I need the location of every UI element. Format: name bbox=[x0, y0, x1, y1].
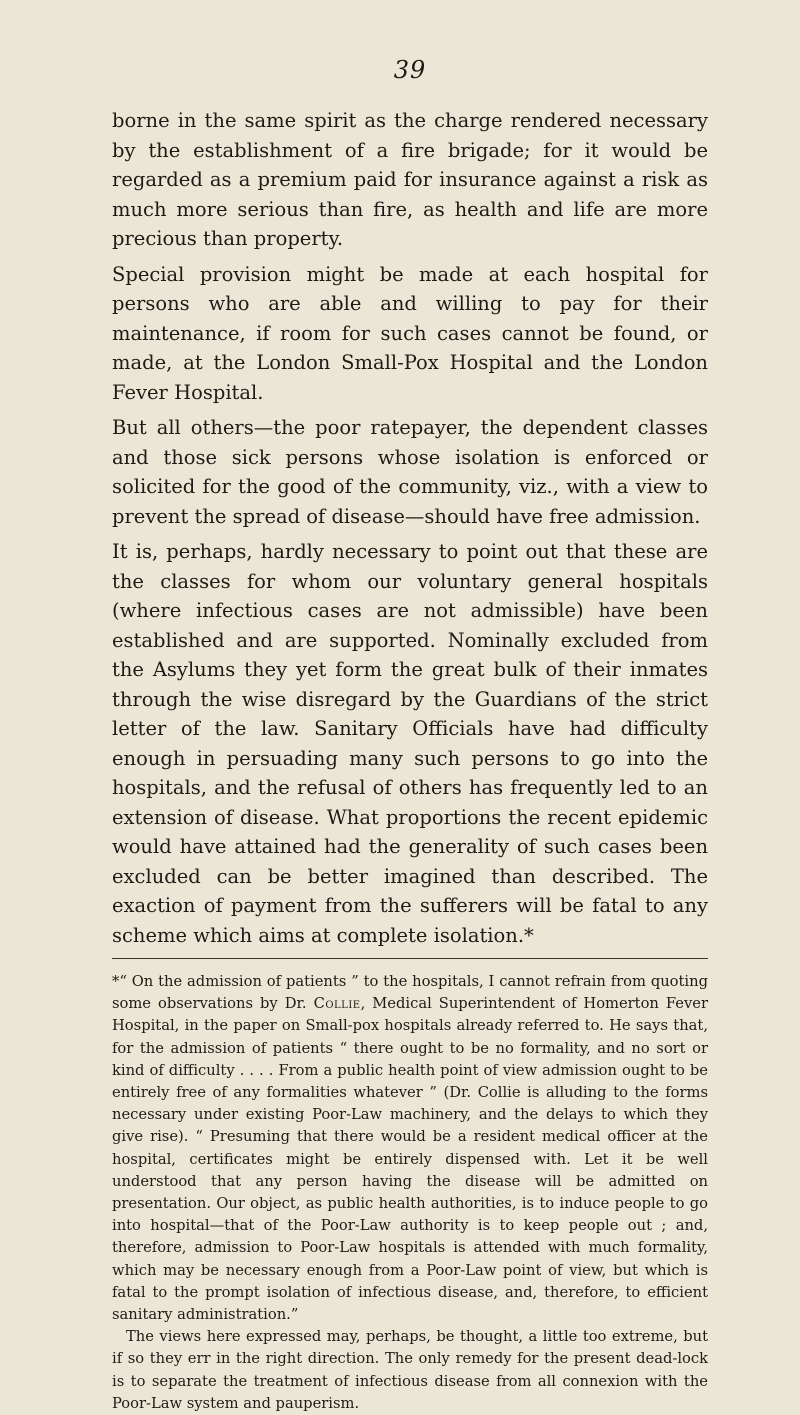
footnote-paragraph-1 bbox=[112, 971, 708, 1326]
footnote-text-rest: , Medical Superintendent of Homerton Fever Hospital, in the paper on Small-pox hospitals already referred to. He says that, for the admission of patients “ there ought to be no formality, and no sort or kind of difficulty . . . . From a public health point of view admission ought to be entirely free of any formalities whatever ” (Dr. Collie is alluding to the forms necessary under existing Poor-Law machinery, and the delays to which they give rise). “ Presuming that there would be a resident medical officer at the hospital, certificates might be entirely dispensed with. Let it be well understood that any person having the disease will be admitted on presentation. Our object, as public health authorities, is to induce people to go into hospital—that of the Poor-Law authority is to keep people out ; and, therefore, admission to Poor-Law hospitals is attended with much formality, which may be necessary enough from a Poor-Law point of view, but which is fatal to the prompt isolation of infectious disease, and, therefore, to efficient sanitary administration.” bbox=[112, 995, 708, 1324]
footnote-paragraph-2: The views here expressed may, perhaps, be thought, a little too extreme, but if so they err in the right direction. The only remedy for the present dead-lock is to separate the treatment of infectious disease from all connexion with the Poor-Law system and pauperism. bbox=[112, 1328, 708, 1412]
paragraph-2: Special provision might be made at each hospital for persons who are able and willing to pay for their maintenance, if room for such cases cannot be found, or made, at the London Small-Pox Hospital and the London Fever Hospital. bbox=[112, 262, 708, 404]
paragraph-4: It is, perhaps, hardly necessary to point out that these are the classes for whom our voluntary general hospitals (where infectious cases are not admissible) have been established and are supported. Nominally excluded from the Asylums they yet form the great bulk of their inmates through the wise disregard by the Guardians of the strict letter of the law. Sanitary Officials have had difficulty enough in persuading many such persons to go into the hospitals, and the refusal of others has frequently led to an extension of disease. What proportions the recent epidemic would have attained had the generality of such cases been excluded can be better imagined than described. The exaction of payment from the sufferers will be fatal to any scheme which aims at complete isolation.* bbox=[112, 540, 708, 947]
paragraph-3: But all others—the poor ratepayer, the dependent classes and those sick persons whose isolation is enforced or solicited for the good of the community, viz., with a view to prevent the spread of disease—should have free admission. bbox=[112, 416, 708, 528]
page-number: 39 bbox=[393, 56, 427, 84]
footnote-divider bbox=[112, 958, 708, 959]
footnote-author-name: Collie bbox=[313, 995, 361, 1013]
footnote bbox=[112, 971, 708, 1415]
main-text bbox=[112, 106, 708, 950]
footnote-text-start: *“ On the admission of patients ” to the hospitals, I cannot refrain from quoting some observations by Dr. bbox=[112, 973, 708, 1013]
paragraph-1: borne in the same spirit as the charge rendered necessary by the establishment of a fire brigade; for it would be regarded as a premium paid for insurance against a risk as much more serious than fire, as health and life are more precious than property. bbox=[112, 109, 708, 250]
